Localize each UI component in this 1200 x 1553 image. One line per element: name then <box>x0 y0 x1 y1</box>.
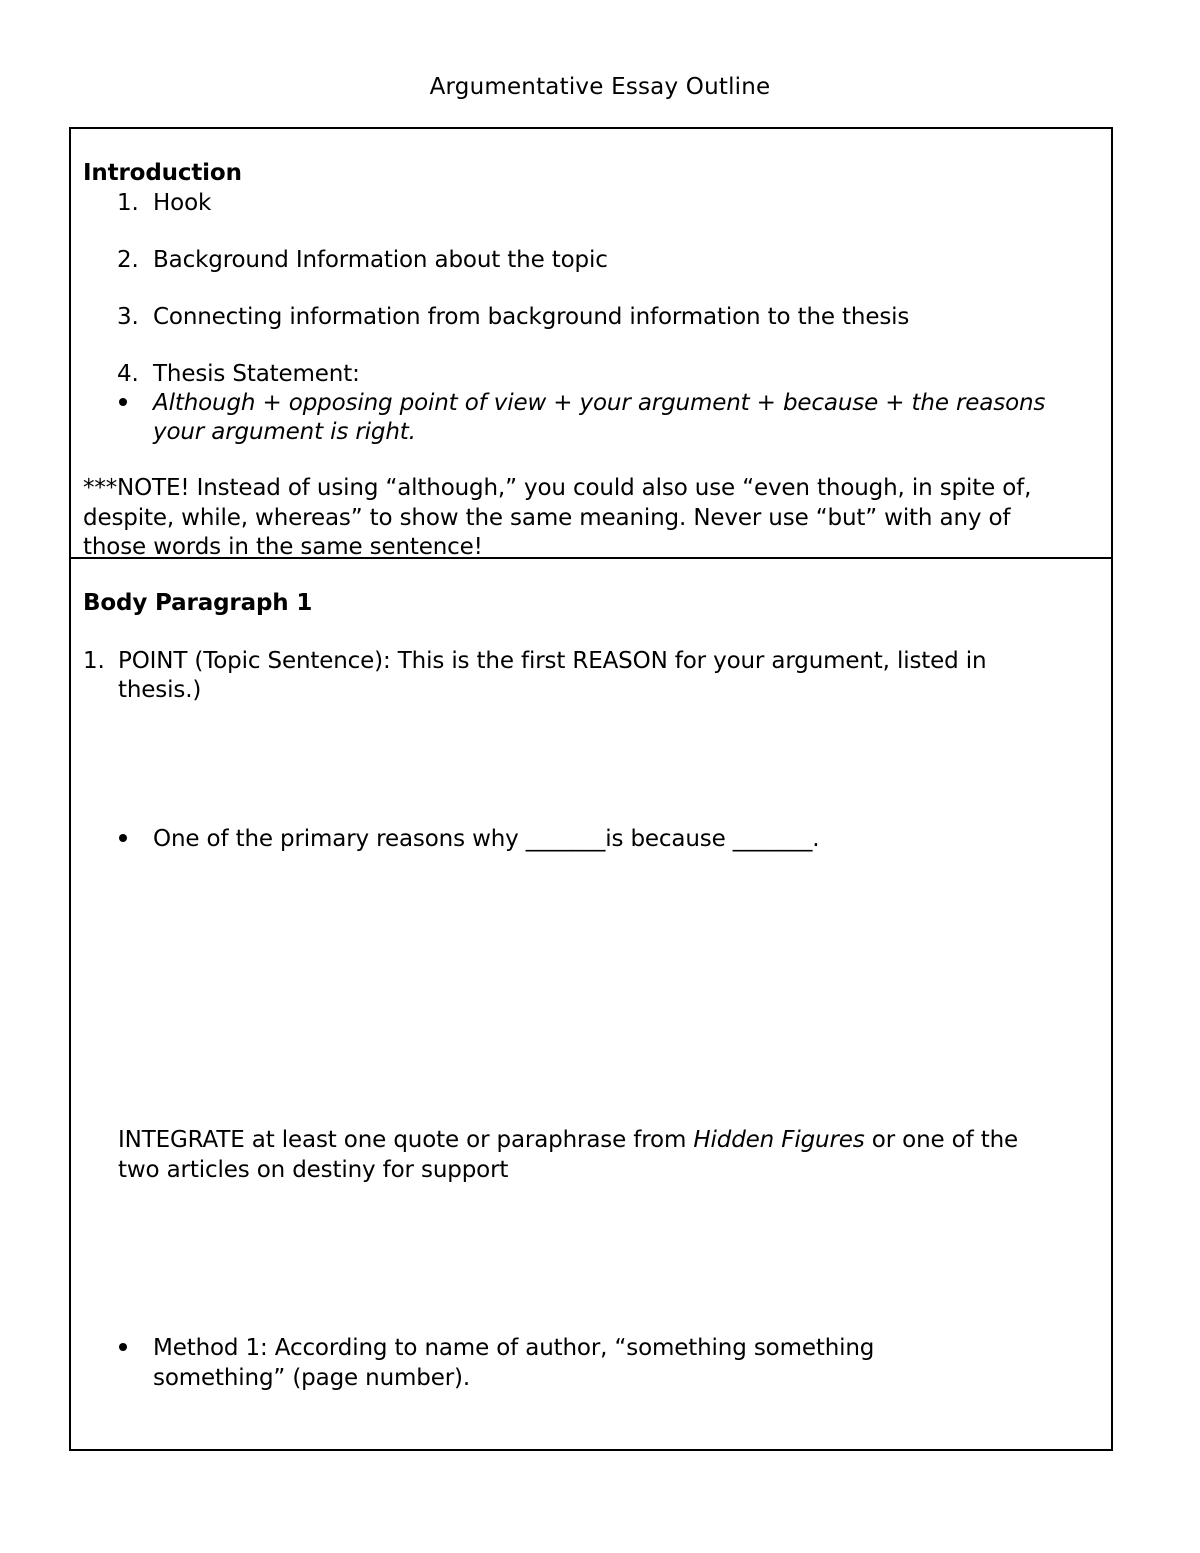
list-item-number: 2. <box>117 247 139 273</box>
document-title: Argumentative Essay Outline <box>429 74 771 100</box>
integrate-line2: two articles on destiny for support <box>118 1157 509 1183</box>
body-paragraph-1-heading: Body Paragraph 1 <box>83 590 313 616</box>
introduction-heading: Introduction <box>83 160 242 186</box>
integrate-text-after: or one of the <box>864 1127 1018 1153</box>
integrate-line1 <box>118 1125 1018 1155</box>
hook-item: Hook <box>153 190 212 216</box>
background-item: Background Information about the topic <box>153 247 608 273</box>
list-item-number: 4. <box>117 361 139 387</box>
method-1-line2: something” (page number). <box>153 1365 471 1391</box>
point-line2: thesis.) <box>118 677 202 703</box>
list-item-number: 1. <box>117 190 139 216</box>
thesis-statement-item: Thesis Statement: <box>153 361 360 387</box>
bullet-icon <box>119 834 127 842</box>
introduction-section <box>71 129 1111 559</box>
point-line1: POINT (Topic Sentence): This is the first REASON for your argument, listed in <box>118 648 987 674</box>
body-paragraph-1-section <box>71 559 1111 1449</box>
bullet-icon <box>119 398 127 406</box>
note-line1: ***NOTE! Instead of using “although,” you could also use “even though, in spite of, <box>83 475 1032 501</box>
point-number: 1. <box>83 648 105 674</box>
bullet-icon <box>119 1343 127 1351</box>
source-title: Hidden Figures <box>693 1127 865 1153</box>
integrate-text-before: INTEGRATE at least one quote or paraphrase from <box>118 1127 694 1153</box>
thesis-formula-line2: your argument is right. <box>153 419 416 445</box>
note-line3: those words in the same sentence! <box>83 534 483 560</box>
thesis-formula-line1: Although + opposing point of view + your argument + because + the reasons <box>153 390 1046 416</box>
note-line2: despite, while, whereas” to show the same meaning. Never use “but” with any of <box>83 505 1011 531</box>
list-item-number: 3. <box>117 304 139 330</box>
connecting-item: Connecting information from background information to the thesis <box>153 304 910 330</box>
sentence-frame: One of the primary reasons why _______is because _______. <box>153 826 820 852</box>
outline-table <box>69 127 1113 1451</box>
method-1-line1: Method 1: According to name of author, “something something <box>153 1335 875 1361</box>
